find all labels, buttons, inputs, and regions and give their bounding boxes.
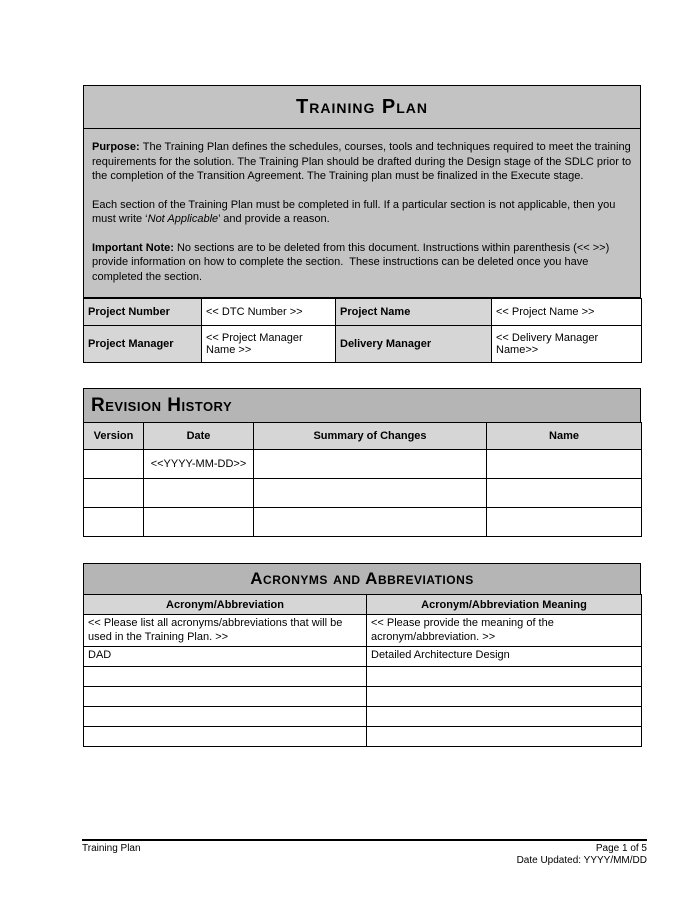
intro-paragraph-important-note bbox=[92, 241, 632, 285]
page-footer bbox=[82, 839, 647, 867]
revision-row bbox=[84, 479, 642, 508]
project-manager-value[interactable]: << Project Manager Name >> bbox=[202, 326, 336, 363]
acronyms-col-meaning: Acronym/Abbreviation Meaning bbox=[367, 595, 642, 615]
acronyms-row bbox=[84, 707, 642, 727]
footer-date-updated: Date Updated: YYYY/MM/DD bbox=[516, 855, 647, 866]
acronyms-row bbox=[84, 647, 642, 667]
acronyms-table bbox=[83, 594, 642, 747]
project-info-table bbox=[83, 298, 642, 363]
acronym-cell[interactable]: << Please list all acronyms/abbreviations that will be used in the Training Plan. >> bbox=[84, 615, 367, 647]
revision-col-version: Version bbox=[84, 423, 144, 450]
revision-history-table bbox=[83, 422, 642, 537]
revision-col-name: Name bbox=[487, 423, 642, 450]
revision-cell-summary[interactable] bbox=[254, 479, 487, 508]
intro-paragraph-purpose bbox=[92, 140, 635, 184]
revision-cell-version[interactable] bbox=[84, 450, 144, 479]
revision-cell-version[interactable] bbox=[84, 479, 144, 508]
project-manager-label: Project Manager bbox=[84, 326, 202, 363]
project-name-label: Project Name bbox=[336, 299, 492, 326]
acronym-cell[interactable]: DAD bbox=[84, 647, 367, 667]
text-segment: Purpose: bbox=[92, 141, 143, 153]
revision-cell-summary[interactable] bbox=[254, 450, 487, 479]
footer-meta bbox=[517, 843, 647, 867]
acronym-cell[interactable] bbox=[84, 707, 367, 727]
revision-history-heading: Revision History bbox=[83, 388, 641, 422]
project-info-row bbox=[84, 299, 642, 326]
text-segment: Not Applicable bbox=[147, 213, 219, 225]
acronym-meaning-cell[interactable] bbox=[367, 727, 642, 747]
delivery-manager-label: Delivery Manager bbox=[336, 326, 492, 363]
acronym-meaning-cell[interactable]: Detailed Architecture Design bbox=[367, 647, 642, 667]
project-number-value[interactable]: << DTC Number >> bbox=[202, 299, 336, 326]
acronyms-header-row bbox=[84, 595, 642, 615]
intro-paragraph-sections bbox=[92, 198, 632, 227]
acronym-cell[interactable] bbox=[84, 667, 367, 687]
acronym-cell[interactable] bbox=[84, 727, 367, 747]
revision-cell-name[interactable] bbox=[487, 508, 642, 537]
acronyms-row bbox=[84, 667, 642, 687]
revision-cell-date[interactable] bbox=[144, 508, 254, 537]
acronyms-row bbox=[84, 687, 642, 707]
revision-cell-name[interactable] bbox=[487, 450, 642, 479]
text-segment: ’ and provide a reason. bbox=[218, 213, 330, 225]
project-info-row bbox=[84, 326, 642, 363]
revision-header-row bbox=[84, 423, 642, 450]
acronyms-row bbox=[84, 727, 642, 747]
acronym-meaning-cell[interactable]: << Please provide the meaning of the acronym/abbreviation. >> bbox=[367, 615, 642, 647]
revision-cell-date[interactable]: <<YYYY-MM-DD>> bbox=[144, 450, 254, 479]
document-title: Training Plan bbox=[84, 86, 640, 129]
revision-row bbox=[84, 450, 642, 479]
revision-cell-version[interactable] bbox=[84, 508, 144, 537]
acronym-meaning-cell[interactable] bbox=[367, 667, 642, 687]
acronym-cell[interactable] bbox=[84, 687, 367, 707]
project-number-label: Project Number bbox=[84, 299, 202, 326]
intro-box bbox=[83, 85, 641, 298]
revision-col-date: Date bbox=[144, 423, 254, 450]
acronyms-col-abbreviation: Acronym/Abbreviation bbox=[84, 595, 367, 615]
acronym-meaning-cell[interactable] bbox=[367, 707, 642, 727]
revision-col-summary: Summary of Changes bbox=[254, 423, 487, 450]
revision-row bbox=[84, 508, 642, 537]
text-segment: Each section of the Training Plan must be completed in full. If a particular section is not applicable, then you must write ‘ bbox=[92, 198, 619, 225]
acronyms-row bbox=[84, 615, 642, 647]
text-segment: No sections are to be deleted from this document. Instructions within parenthesis (<< >>) provide information on how to complete the section. These instructions can be deleted once you have completed the section. bbox=[92, 241, 613, 283]
revision-cell-summary[interactable] bbox=[254, 508, 487, 537]
delivery-manager-value[interactable]: << Delivery Manager Name>> bbox=[492, 326, 642, 363]
acronym-meaning-cell[interactable] bbox=[367, 687, 642, 707]
footer-page-number: Page 1 of 5 bbox=[595, 843, 647, 854]
text-segment: The Training Plan defines the schedules, courses, tools and techniques required to meet the training requirements for the solution. The Training Plan should be drafted during the Design stage of the SDLC prior to the completion of the Transition Agreement. The Training plan must be finalized in the Execute stage. bbox=[92, 141, 635, 182]
intro-text bbox=[84, 129, 640, 297]
footer-document-name: Training Plan bbox=[82, 843, 141, 854]
document-page bbox=[83, 85, 641, 747]
acronyms-heading: Acronyms and Abbreviations bbox=[83, 563, 641, 594]
revision-cell-name[interactable] bbox=[487, 479, 642, 508]
text-segment: Important Note: bbox=[92, 241, 177, 254]
project-name-value[interactable]: << Project Name >> bbox=[492, 299, 642, 326]
revision-cell-date[interactable] bbox=[144, 479, 254, 508]
